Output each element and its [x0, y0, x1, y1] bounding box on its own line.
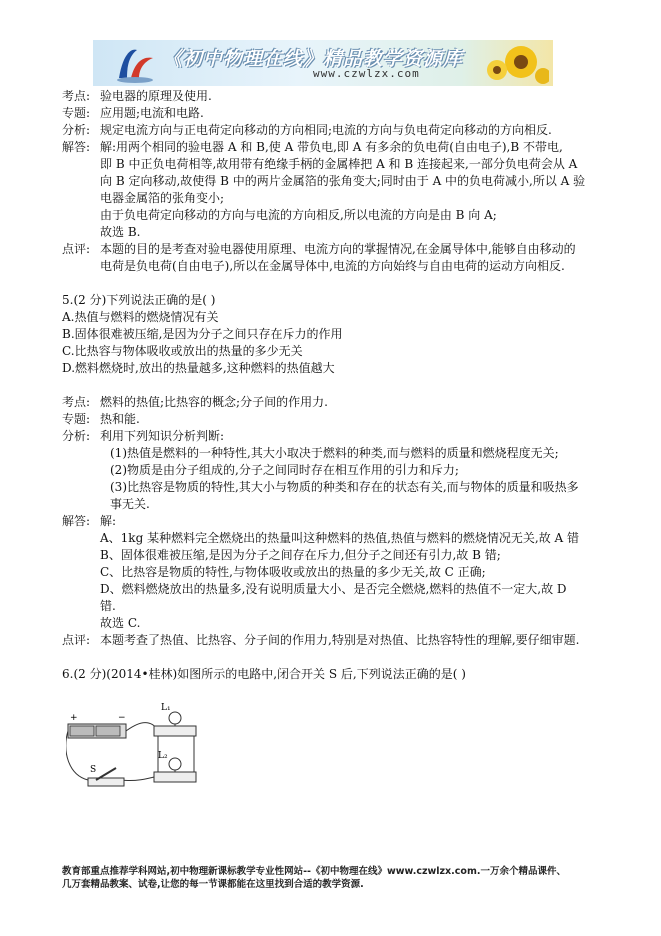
- fenxi-text: 利用下列知识分析判断:: [100, 429, 225, 443]
- jieda-label: 解答:: [62, 514, 91, 528]
- jieda-text: 解:: [100, 514, 117, 528]
- q4-zhuanti: [62, 105, 622, 122]
- zhuanti-text: 应用题;电流和电路.: [100, 106, 204, 120]
- jieda-line: 电器金属箔的张角变小;: [100, 191, 225, 205]
- zhuanti-text: 热和能.: [100, 412, 140, 426]
- q5-dianping: [62, 632, 622, 649]
- q4-dianping: [62, 241, 622, 258]
- q4-kaodian: [62, 88, 622, 105]
- q5-option-d: D.燃料燃烧时,放出的热量越多,这种燃料的热值越大: [62, 361, 335, 375]
- dianping-line: 电荷是负电荷(自由电子),所以在金属导体中,电流的方向始终与自由电荷的运动方向相反.: [100, 259, 565, 273]
- jieda-line: 故选 C.: [100, 616, 141, 630]
- q5-fenxi: [62, 428, 622, 445]
- q5-option-c: C.比热容与物体吸收或放出的热量的多少无关: [62, 344, 303, 358]
- q5-jieda: [62, 513, 622, 530]
- fenxi-label: 分析:: [62, 429, 91, 443]
- fenxi-label: 分析:: [62, 123, 91, 137]
- dianping-line: 本题的目的是考查对验电器使用原理、电流方向的掌握情况,在金属导体中,能够自由移动的: [100, 242, 576, 256]
- fenxi-line: (3)比热容是物质的特性,其大小与物质的种类和存在的状态有关,而与物体的质量和吸热多: [110, 480, 579, 494]
- fenxi-line: 事无关.: [110, 497, 150, 511]
- banner-title: 《初中物理在线》精品教学资源库: [163, 48, 464, 70]
- q5-option-a: A.热值与燃料的燃烧情况有关: [62, 310, 219, 324]
- battery-plus-label: +: [70, 713, 78, 723]
- lamp-l1-base-icon: [154, 726, 196, 736]
- footer-line: 教育部重点推荐学科网站,初中物理新课标教学专业性网站--《初中物理在线》www.czwlzx.com.一万余个精品课件、: [62, 866, 566, 877]
- bulb-l2-icon: [169, 758, 181, 770]
- kaodian-label: 考点:: [62, 395, 91, 409]
- switch-label: S: [90, 765, 97, 775]
- jieda-line: 向 B 定向移动,故使得 B 中的两片金属箔的张角变大;同时由于 A 中的负电荷减小,所以 A 验: [100, 174, 586, 188]
- fenxi-text: 规定电流方向与正电荷定向移动的方向相同;电流的方向与负电荷定向移动的方向相反.: [100, 123, 552, 137]
- dianping-label: 点评:: [62, 633, 91, 647]
- switch-base-icon: [88, 778, 124, 786]
- jieda-line: D、燃料燃烧放出的热量多,没有说明质量大小、是否完全燃烧,燃料的热值不一定大,故 D: [100, 582, 567, 596]
- jieda-line: B、固体很难被压缩,是因为分子之间存在斥力,但分子之间还有引力,故 B 错;: [100, 548, 501, 562]
- jieda-line: 解:用两个相同的验电器 A 和 B,使 A 带负电,即 A 有多余的负电荷(自由电子),B 不带电,: [100, 140, 563, 154]
- fenxi-line: (1)热值是燃料的一种特性,其大小取决于燃料的种类,而与燃料的质量和燃烧程度无关;: [110, 446, 559, 460]
- dianping-label: 点评:: [62, 242, 91, 256]
- lamp-l2-label: L₂: [158, 751, 168, 761]
- site-logo-icon: [113, 44, 159, 84]
- jieda-line: 由于负电荷定向移动的方向与电流的方向相反,所以电流的方向是由 B 向 A;: [100, 208, 497, 222]
- kaodian-text: 燃料的热值;比热容的概念;分子间的作用力.: [100, 395, 328, 409]
- zhuanti-label: 专题:: [62, 106, 91, 120]
- kaodian-text: 验电器的原理及使用.: [100, 89, 212, 103]
- footer-line: 几万套精品教案、试卷,让您的每一节课都能在这里找到合适的教学资源.: [62, 879, 364, 890]
- jieda-line: C、比热容是物质的特性,与物体吸收或放出的热量的多少无关,故 C 正确;: [100, 565, 486, 579]
- jieda-line: A、1kg 某种燃料完全燃烧出的热量叫这种燃料的热值,热值与燃料的燃烧情况无关,故 A 错: [100, 531, 579, 545]
- lamp-l1-label: L₁: [161, 703, 171, 713]
- kaodian-label: 考点:: [62, 89, 91, 103]
- page-footer: [62, 865, 622, 891]
- document-body: [62, 88, 622, 683]
- q5-zhuanti: [62, 411, 622, 428]
- fenxi-line: (2)物质是由分子组成的,分子之间同时存在相互作用的引力和斥力;: [110, 463, 459, 477]
- circuit-diagram: [66, 700, 206, 810]
- q4-jieda: [62, 139, 622, 156]
- header-banner: [93, 40, 553, 86]
- jieda-line: 故选 B.: [100, 225, 141, 239]
- jieda-line: 错.: [100, 599, 116, 613]
- q5-stem: 5.(2 分)下列说法正确的是( ): [62, 293, 216, 307]
- q5-kaodian: [62, 394, 622, 411]
- zhuanti-label: 专题:: [62, 412, 91, 426]
- q6-stem: 6.(2 分)(2014•桂林)如图所示的电路中,闭合开关 S 后,下列说法正确的是( ): [62, 667, 466, 681]
- dianping-text: 本题考查了热值、比热容、分子间的作用力,特别是对热值、比热容特性的理解,要仔细审题.: [100, 633, 580, 647]
- banner-url: www.czwlzx.com: [313, 67, 420, 80]
- q5-option-b: B.固体很难被压缩,是因为分子之间只存在斥力的作用: [62, 327, 343, 341]
- q4-fenxi: [62, 122, 622, 139]
- sunflower-icon: [479, 42, 549, 84]
- battery-minus-label: −: [118, 713, 126, 723]
- bulb-l1-icon: [169, 712, 181, 724]
- jieda-label: 解答:: [62, 140, 91, 154]
- jieda-line: 即 B 中正负电荷相等,故用带有绝缘手柄的金属棒把 A 和 B 连接起来,一部分负电荷会从 A: [100, 157, 578, 171]
- lamp-l2-base-icon: [154, 772, 196, 782]
